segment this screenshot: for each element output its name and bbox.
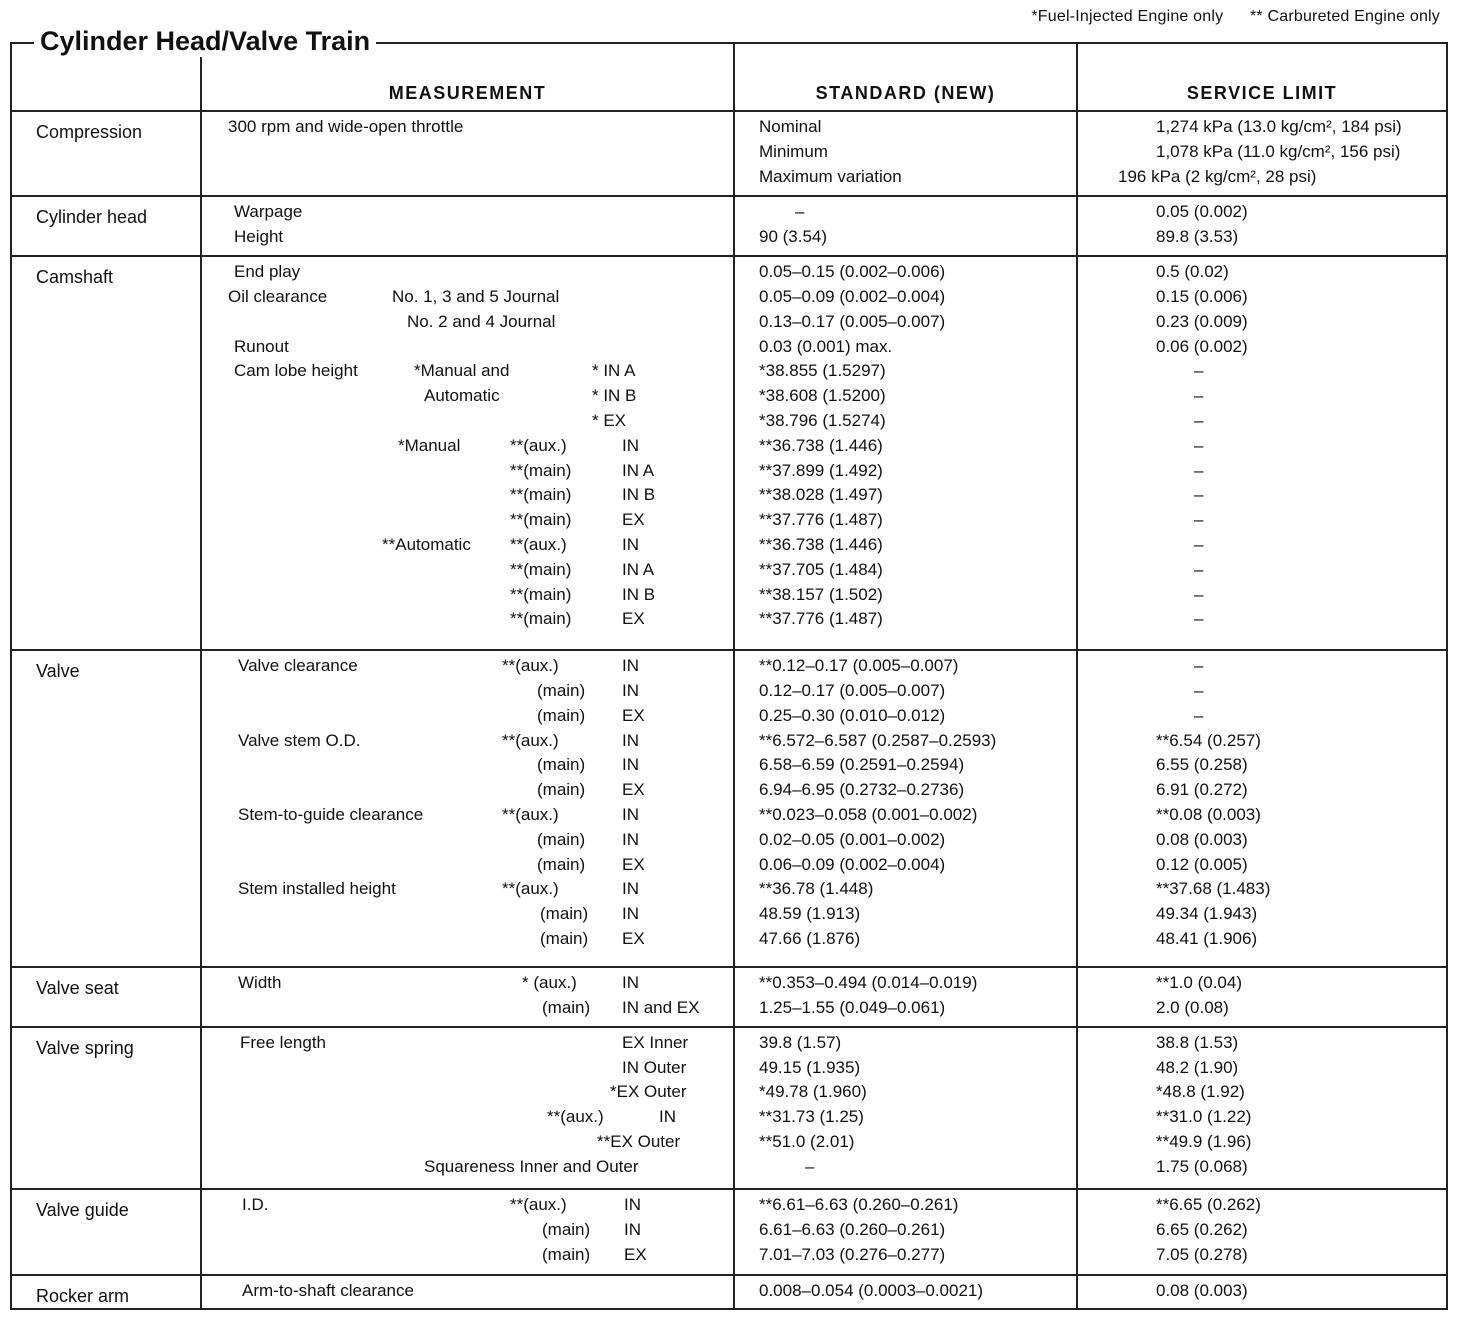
- service-limit-value: 6.55 (0.258): [1156, 755, 1248, 775]
- service-limit-value: 7.05 (0.278): [1156, 1244, 1248, 1264]
- service-limit-value: 2.0 (0.08): [1156, 997, 1229, 1017]
- category-cell: Valve seat: [11, 967, 201, 1027]
- service-limit-value: 48.2 (1.90): [1156, 1057, 1239, 1077]
- measurement-part: (main): [537, 755, 586, 775]
- header-measurement: MEASUREMENT: [201, 43, 734, 111]
- measurement-line: [202, 654, 733, 679]
- measurement-part: * IN A: [592, 361, 636, 381]
- measurement-part: EX: [622, 854, 645, 874]
- measurement-part: **(aux.): [510, 1195, 567, 1215]
- service-limit-value: 1.75 (0.068): [1156, 1156, 1248, 1176]
- measurement-part: Stem-to-guide clearance: [238, 804, 424, 824]
- measurement-part: **Automatic: [382, 534, 471, 554]
- measurement-part: EX: [622, 780, 645, 800]
- service-limit-value: 6.91 (0.272): [1156, 780, 1248, 800]
- service-limit-value: 0.08 (0.003): [1156, 829, 1248, 849]
- service-limit-value: 6.65 (0.262): [1156, 1220, 1248, 1240]
- measurement-part: **(aux.): [502, 804, 559, 824]
- measurement-part: IN: [622, 534, 639, 554]
- service-limit-value: **49.9 (1.96): [1156, 1131, 1252, 1151]
- spec-body: [11, 111, 1447, 1309]
- service-limit-cell: [1077, 650, 1447, 967]
- measurement-line: [202, 359, 733, 384]
- measurement-part: IN: [622, 904, 639, 924]
- measurement-part: **(aux.): [502, 879, 559, 899]
- measurement-line: [202, 1031, 733, 1056]
- measurement-line: [202, 483, 733, 508]
- measurement-line: [202, 1056, 733, 1081]
- measurement-line: [202, 583, 733, 608]
- measurement-part: Cam lobe height: [234, 361, 358, 381]
- measurement-part: IN Outer: [622, 1057, 687, 1077]
- measurement-part: EX: [624, 1244, 647, 1264]
- service-limit-value: 0.05 (0.002): [1156, 202, 1248, 222]
- standard-value: 6.58–6.59 (0.2591–0.2594): [759, 755, 965, 775]
- measurement-part: **(main): [510, 510, 572, 530]
- service-limit-cell: [1077, 1027, 1447, 1190]
- category-cell: Compression: [11, 111, 201, 196]
- standard-value: 0.05–0.15 (0.002–0.006): [759, 262, 946, 282]
- measurement-line: [202, 753, 733, 778]
- measurement-part: **(main): [510, 584, 572, 604]
- service-limit-value: **31.0 (1.22): [1156, 1107, 1252, 1127]
- measurement-part: EX: [622, 705, 645, 725]
- measurement-part: *Manual: [398, 435, 461, 455]
- service-limit-value: 1,274 kPa (13.0 kg/cm², 184 psi): [1156, 117, 1402, 136]
- measurement-part: *EX Outer: [610, 1082, 687, 1102]
- standard-value: **37.776 (1.487): [759, 510, 883, 530]
- measurement-line: [202, 1130, 733, 1155]
- service-limit-value: 0.08 (0.003): [1156, 1280, 1248, 1300]
- standard-value: 7.01–7.03 (0.276–0.277): [759, 1244, 946, 1264]
- measurement-part: IN B: [622, 584, 656, 604]
- standard-cell: [734, 1189, 1077, 1274]
- category-cell: Valve guide: [11, 1189, 201, 1274]
- measurement-part: IN: [659, 1107, 676, 1127]
- measurement-part: (main): [537, 680, 586, 700]
- measurement-part: IN: [622, 755, 639, 775]
- section-row-compression: [11, 111, 1447, 196]
- measurement-part: Automatic: [424, 386, 500, 406]
- measurement-line: [202, 508, 733, 533]
- measurement-cell: [201, 967, 734, 1027]
- standard-cell: [734, 967, 1077, 1027]
- measurement-line: [202, 1155, 733, 1180]
- measurement-line: [202, 225, 733, 250]
- measurement-line: [202, 803, 733, 828]
- measurement-part: No. 2 and 4 Journal: [407, 311, 556, 331]
- service-limit-value: –: [1194, 386, 1204, 406]
- measurement-line: [202, 533, 733, 558]
- standard-value: **0.12–0.17 (0.005–0.007): [759, 656, 959, 676]
- measurement-part: Width: [238, 973, 282, 993]
- header-service-limit: SERVICE LIMIT: [1077, 43, 1447, 111]
- standard-value: **37.776 (1.487): [759, 609, 883, 629]
- measurement-part: **(aux.): [502, 656, 559, 676]
- standard-value: **37.899 (1.492): [759, 460, 883, 480]
- standard-value: 49.15 (1.935): [759, 1057, 861, 1077]
- service-limit-value: **1.0 (0.04): [1156, 973, 1242, 993]
- section-row-valve-spring: [11, 1027, 1447, 1190]
- category-cell: Camshaft: [11, 256, 201, 650]
- service-limit-value: *48.8 (1.92): [1156, 1082, 1245, 1102]
- service-limit-value: 38.8 (1.53): [1156, 1032, 1239, 1052]
- category-cell: Valve spring: [11, 1027, 201, 1190]
- measurement-part: Runout: [234, 336, 289, 356]
- measurement-part: EX: [622, 510, 645, 530]
- measurement-part: IN B: [622, 485, 656, 505]
- service-limit-cell: [1077, 196, 1447, 256]
- measurement-part: **(aux.): [502, 730, 559, 750]
- standard-value: **36.738 (1.446): [759, 534, 883, 554]
- service-limit-value: –: [1194, 584, 1204, 604]
- section-row-cylinder-head: [11, 196, 1447, 256]
- measurement-part: Height: [234, 227, 284, 247]
- measurement-line: [202, 971, 733, 996]
- measurement-part: IN: [622, 680, 639, 700]
- service-limit-value: –: [1194, 410, 1204, 430]
- standard-value: **0.353–0.494 (0.014–0.019): [759, 973, 978, 993]
- standard-cell: [734, 256, 1077, 650]
- measurement-line: [202, 409, 733, 434]
- service-limit-value: **6.54 (0.257): [1156, 730, 1261, 750]
- standard-value: Minimum: [759, 141, 828, 161]
- measurement-part: * (aux.): [522, 973, 577, 993]
- standard-value: 0.06–0.09 (0.002–0.004): [759, 854, 946, 874]
- measurement-part: * IN B: [592, 386, 637, 406]
- measurement-line: [202, 729, 733, 754]
- section-row-camshaft: [11, 256, 1447, 650]
- measurement-part: **(main): [510, 559, 572, 579]
- measurement-part: *Manual and: [414, 361, 510, 381]
- measurement-part: * EX: [592, 410, 627, 430]
- standard-value: **6.572–6.587 (0.2587–0.2593): [759, 730, 997, 750]
- standard-value: *38.796 (1.5274): [759, 410, 886, 430]
- standard-value: *38.855 (1.5297): [759, 361, 886, 381]
- service-limit-value: –: [1194, 656, 1204, 676]
- measurement-cell: [201, 256, 734, 650]
- measurement-cell: [201, 196, 734, 256]
- category-cell: Rocker arm: [11, 1275, 201, 1309]
- service-limit-value: 0.15 (0.006): [1156, 286, 1248, 306]
- standard-value: 6.61–6.63 (0.260–0.261): [759, 1220, 946, 1240]
- measurement-part: IN: [622, 879, 639, 899]
- measurement-line: [202, 459, 733, 484]
- measurement-part: IN A: [622, 460, 655, 480]
- measurement-line: [202, 679, 733, 704]
- standard-value: 48.59 (1.913): [759, 904, 861, 924]
- measurement-part: (main): [537, 854, 586, 874]
- measurement-part: 300 rpm and wide-open throttle: [228, 117, 464, 136]
- measurement-cell: [201, 1275, 734, 1309]
- measurement-line: [202, 1080, 733, 1105]
- measurement-line: [202, 384, 733, 409]
- measurement-line: [202, 704, 733, 729]
- service-limit-value: –: [1194, 485, 1204, 505]
- measurement-part: EX: [622, 928, 645, 948]
- measurement-line: [202, 996, 733, 1021]
- measurement-part: Arm-to-shaft clearance: [242, 1280, 414, 1300]
- service-limit-cell: [1077, 1189, 1447, 1274]
- measurement-line: [202, 285, 733, 310]
- service-limit-value: 0.23 (0.009): [1156, 311, 1248, 331]
- measurement-part: IN: [622, 435, 639, 455]
- standard-value: 90 (3.54): [759, 227, 828, 247]
- measurement-line: [202, 1218, 733, 1243]
- measurement-line: [202, 778, 733, 803]
- service-limit-cell: [1077, 967, 1447, 1027]
- standard-value: **38.157 (1.502): [759, 584, 883, 604]
- category-cell: Cylinder head: [11, 196, 201, 256]
- measurement-line: [202, 1279, 733, 1304]
- service-limit-value: –: [1194, 609, 1204, 629]
- standard-value: **51.0 (2.01): [759, 1131, 855, 1151]
- carbureted-note: ** Carbureted Engine only: [1249, 8, 1440, 25]
- standard-value: 0.12–0.17 (0.005–0.007): [759, 680, 946, 700]
- standard-cell: [734, 1275, 1077, 1309]
- measurement-part: **(aux.): [510, 435, 567, 455]
- measurement-line: [202, 1193, 733, 1218]
- service-limit-value: 0.5 (0.02): [1156, 262, 1229, 282]
- standard-value: 0.008–0.054 (0.0003–0.0021): [759, 1280, 984, 1300]
- standard-value: 47.66 (1.876): [759, 928, 861, 948]
- standard-cell: [734, 650, 1077, 967]
- service-limit-value: 89.8 (3.53): [1156, 227, 1239, 247]
- service-limit-value: **37.68 (1.483): [1156, 879, 1271, 899]
- service-limit-cell: [1077, 256, 1447, 650]
- measurement-part: **(main): [510, 460, 572, 480]
- standard-cell: [734, 196, 1077, 256]
- standard-value: Maximum variation: [759, 166, 902, 186]
- standard-value: 0.25–0.30 (0.010–0.012): [759, 705, 946, 725]
- spec-table: [10, 42, 1448, 1310]
- standard-value: **36.78 (1.448): [759, 879, 874, 899]
- measurement-part: EX Inner: [622, 1032, 689, 1052]
- measurement-part: **(main): [510, 609, 572, 629]
- measurement-part: IN: [622, 730, 639, 750]
- service-limit-value: –: [1194, 705, 1204, 725]
- standard-value: 1.25–1.55 (0.049–0.061): [759, 997, 946, 1017]
- measurement-part: IN: [622, 804, 639, 824]
- measurement-part: Squareness Inner and Outer: [424, 1156, 639, 1176]
- measurement-part: **(main): [510, 485, 572, 505]
- measurement-part: Warpage: [234, 202, 303, 222]
- service-limit-value: –: [1194, 680, 1204, 700]
- measurement-part: (main): [542, 997, 591, 1017]
- measurement-part: Stem installed height: [238, 879, 396, 899]
- measurement-line: [202, 558, 733, 583]
- measurement-line: [202, 853, 733, 878]
- measurement-part: **(aux.): [547, 1107, 604, 1127]
- section-row-valve-seat: [11, 967, 1447, 1027]
- measurement-cell: [201, 111, 734, 196]
- measurement-cell: [201, 650, 734, 967]
- section-row-valve-guide: [11, 1189, 1447, 1274]
- measurement-line: [202, 1105, 733, 1130]
- standard-value: **37.705 (1.484): [759, 559, 883, 579]
- measurement-line: [202, 200, 733, 225]
- measurement-part: (main): [537, 829, 586, 849]
- measurement-part: IN and EX: [622, 997, 700, 1017]
- footnote-legend: [1009, 8, 1440, 26]
- measurement-line: [202, 115, 733, 140]
- measurement-part: (main): [542, 1244, 591, 1264]
- standard-value: **0.023–0.058 (0.001–0.002): [759, 804, 978, 824]
- measurement-line: [202, 902, 733, 927]
- measurement-part: IN A: [622, 559, 655, 579]
- service-limit-value: **6.65 (0.262): [1156, 1195, 1261, 1215]
- measurement-part: EX: [622, 609, 645, 629]
- measurement-line: [202, 927, 733, 952]
- standard-value: **36.738 (1.446): [759, 435, 883, 455]
- header-standard: STANDARD (NEW): [734, 43, 1077, 111]
- service-limit-value: **0.08 (0.003): [1156, 804, 1261, 824]
- service-limit-value: 48.41 (1.906): [1156, 928, 1258, 948]
- measurement-part: No. 1, 3 and 5 Journal: [392, 286, 560, 306]
- measurement-line: [202, 260, 733, 285]
- standard-value: **38.028 (1.497): [759, 485, 883, 505]
- section-row-valve: [11, 650, 1447, 967]
- measurement-part: **(aux.): [510, 534, 567, 554]
- measurement-part: (main): [537, 780, 586, 800]
- measurement-part: (main): [542, 1220, 591, 1240]
- service-limit-value: 0.06 (0.002): [1156, 336, 1248, 356]
- service-limit-value: –: [1194, 559, 1204, 579]
- measurement-part: I.D.: [242, 1195, 269, 1215]
- service-limit-value: 0.12 (0.005): [1156, 854, 1248, 874]
- standard-value: Nominal: [759, 117, 822, 136]
- measurement-part: End play: [234, 262, 301, 282]
- measurement-line: [202, 310, 733, 335]
- standard-value: **6.61–6.63 (0.260–0.261): [759, 1195, 959, 1215]
- service-limit-value: –: [1194, 435, 1204, 455]
- category-cell: Valve: [11, 650, 201, 967]
- standard-value: *49.78 (1.960): [759, 1082, 867, 1102]
- standard-value: 39.8 (1.57): [759, 1032, 842, 1052]
- standard-value: **31.73 (1.25): [759, 1107, 864, 1127]
- measurement-line: [202, 335, 733, 360]
- measurement-line: [202, 1243, 733, 1268]
- measurement-part: (main): [540, 928, 589, 948]
- measurement-part: **EX Outer: [597, 1131, 681, 1151]
- measurement-line: [202, 828, 733, 853]
- standard-cell: [734, 111, 1077, 196]
- standard-value: –: [805, 1156, 815, 1176]
- service-limit-value: –: [1194, 510, 1204, 530]
- service-limit-cell: [1077, 1275, 1447, 1309]
- standard-value: 0.13–0.17 (0.005–0.007): [759, 311, 946, 331]
- service-limit-value: –: [1194, 534, 1204, 554]
- standard-value: 0.05–0.09 (0.002–0.004): [759, 286, 946, 306]
- measurement-part: (main): [540, 904, 589, 924]
- service-limit-value: –: [1194, 361, 1204, 381]
- measurement-part: IN: [624, 1220, 641, 1240]
- service-limit-value: 1,078 kPa (11.0 kg/cm², 156 psi): [1156, 141, 1401, 161]
- measurement-cell: [201, 1189, 734, 1274]
- measurement-part: IN: [622, 973, 639, 993]
- service-limit-cell: [1077, 111, 1447, 196]
- measurement-cell: [201, 1027, 734, 1190]
- measurement-part: (main): [537, 705, 586, 725]
- standard-value: –: [795, 202, 805, 222]
- measurement-part: IN: [622, 829, 639, 849]
- fuel-injected-note: *Fuel-Injected Engine only: [1031, 8, 1224, 25]
- measurement-line: [202, 877, 733, 902]
- service-limit-value: 196 kPa (2 kg/cm², 28 psi): [1118, 166, 1317, 186]
- measurement-part: Oil clearance: [228, 286, 328, 306]
- measurement-part: Free length: [240, 1032, 326, 1052]
- standard-cell: [734, 1027, 1077, 1190]
- section-title: Cylinder Head/Valve Train: [34, 26, 376, 57]
- service-limit-value: 49.34 (1.943): [1156, 904, 1258, 924]
- standard-value: 0.03 (0.001) max.: [759, 336, 893, 356]
- service-limit-value: –: [1194, 460, 1204, 480]
- standard-value: 6.94–6.95 (0.2732–0.2736): [759, 780, 965, 800]
- measurement-part: Valve clearance: [238, 656, 358, 676]
- standard-value: 0.02–0.05 (0.001–0.002): [759, 829, 946, 849]
- measurement-line: [202, 434, 733, 459]
- measurement-part: IN: [622, 656, 639, 676]
- measurement-line: [202, 607, 733, 632]
- standard-value: *38.608 (1.5200): [759, 386, 886, 406]
- measurement-part: Valve stem O.D.: [238, 730, 361, 750]
- section-row-rocker-arm: [11, 1275, 1447, 1309]
- measurement-part: IN: [624, 1195, 641, 1215]
